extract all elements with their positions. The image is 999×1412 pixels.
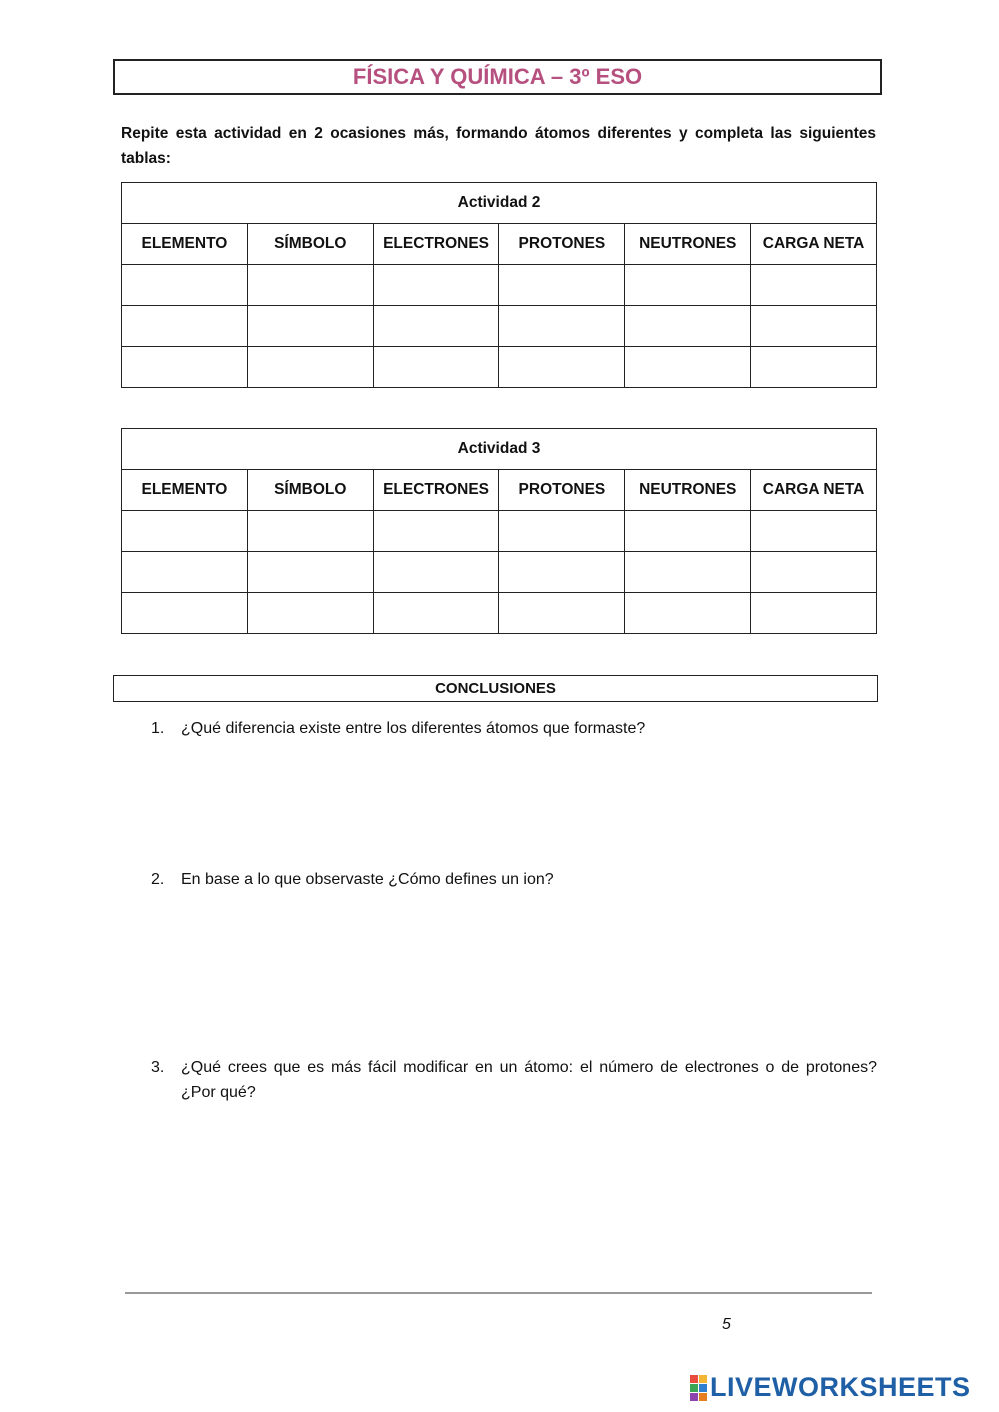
answer-cell[interactable] [247, 552, 373, 593]
answer-cell[interactable] [625, 552, 751, 593]
answer-cell[interactable] [373, 511, 499, 552]
answer-cell[interactable] [751, 306, 877, 347]
answer-cell[interactable] [247, 593, 373, 634]
column-header: NEUTRONES [625, 470, 751, 511]
answer-cell[interactable] [373, 593, 499, 634]
answer-cell[interactable] [625, 347, 751, 388]
answer-cell[interactable] [122, 306, 248, 347]
answer-cell[interactable] [499, 306, 625, 347]
answer-cell[interactable] [499, 552, 625, 593]
answer-cell[interactable] [122, 593, 248, 634]
answer-cell[interactable] [373, 306, 499, 347]
instructions: Repite esta actividad en 2 ocasiones más, formando átomos diferentes y completa las siguientes tablas: [121, 125, 876, 167]
table-row [122, 306, 877, 347]
answer-cell[interactable] [122, 511, 248, 552]
answer-cell[interactable] [373, 347, 499, 388]
table-title: Actividad 2 [122, 183, 877, 224]
conclusions-header: CONCLUSIONES [113, 675, 878, 702]
table-title: Actividad 3 [122, 429, 877, 470]
column-header: PROTONES [499, 470, 625, 511]
answer-cell[interactable] [122, 347, 248, 388]
column-header: CARGA NETA [751, 470, 877, 511]
column-header: ELECTRONES [373, 470, 499, 511]
question-2 [151, 867, 877, 892]
answer-cell[interactable] [247, 306, 373, 347]
table-row [122, 593, 877, 634]
answer-cell[interactable] [625, 593, 751, 634]
liveworksheets-icon [690, 1375, 707, 1401]
logo-square [690, 1375, 698, 1383]
page-number: 5 [722, 1316, 731, 1333]
column-header: ELECTRONES [373, 224, 499, 265]
activity-2-table [121, 182, 877, 388]
table-row [122, 552, 877, 593]
question-text: ¿Qué crees que es más fácil modificar en un átomo: el número de electrones o de protones? ¿Por qué? [181, 1059, 877, 1101]
answer-cell[interactable] [247, 347, 373, 388]
answer-cell[interactable] [247, 265, 373, 306]
logo-text: LIVEWORKSHEETS [710, 1372, 971, 1402]
question-number: 2. [151, 871, 165, 888]
answer-cell[interactable] [373, 265, 499, 306]
question-number: 3. [151, 1059, 165, 1076]
footer-divider [125, 1292, 872, 1294]
answer-cell[interactable] [625, 265, 751, 306]
answer-cell[interactable] [751, 265, 877, 306]
page-title: FÍSICA Y QUÍMICA – 3º ESO [113, 59, 882, 95]
activity-3-table [121, 428, 877, 634]
question-text: En base a lo que observaste ¿Cómo defines un ion? [181, 871, 554, 888]
answer-cell[interactable] [499, 347, 625, 388]
logo-square [690, 1393, 698, 1401]
logo-square [699, 1393, 707, 1401]
answer-cell[interactable] [499, 593, 625, 634]
answer-cell[interactable] [751, 552, 877, 593]
answer-cell[interactable] [122, 265, 248, 306]
answer-cell[interactable] [625, 306, 751, 347]
logo-square [699, 1384, 707, 1392]
column-header: SÍMBOLO [247, 470, 373, 511]
column-header: CARGA NETA [751, 224, 877, 265]
question-3 [151, 1055, 877, 1105]
answer-cell[interactable] [122, 552, 248, 593]
liveworksheets-logo[interactable] [690, 1372, 971, 1403]
logo-square [690, 1384, 698, 1392]
column-header: PROTONES [499, 224, 625, 265]
column-header: SÍMBOLO [247, 224, 373, 265]
answer-cell[interactable] [247, 511, 373, 552]
answer-cell[interactable] [751, 511, 877, 552]
column-header: ELEMENTO [122, 224, 248, 265]
answer-cell[interactable] [625, 511, 751, 552]
table-row [122, 511, 877, 552]
answer-cell[interactable] [499, 265, 625, 306]
question-number: 1. [151, 720, 165, 737]
question-1 [151, 716, 877, 741]
column-header: NEUTRONES [625, 224, 751, 265]
question-text: ¿Qué diferencia existe entre los diferentes átomos que formaste? [181, 720, 646, 737]
column-header: ELEMENTO [122, 470, 248, 511]
logo-square [699, 1375, 707, 1383]
answer-cell[interactable] [499, 511, 625, 552]
answer-cell[interactable] [751, 347, 877, 388]
table-row [122, 347, 877, 388]
answer-cell[interactable] [751, 593, 877, 634]
answer-cell[interactable] [373, 552, 499, 593]
table-row [122, 265, 877, 306]
